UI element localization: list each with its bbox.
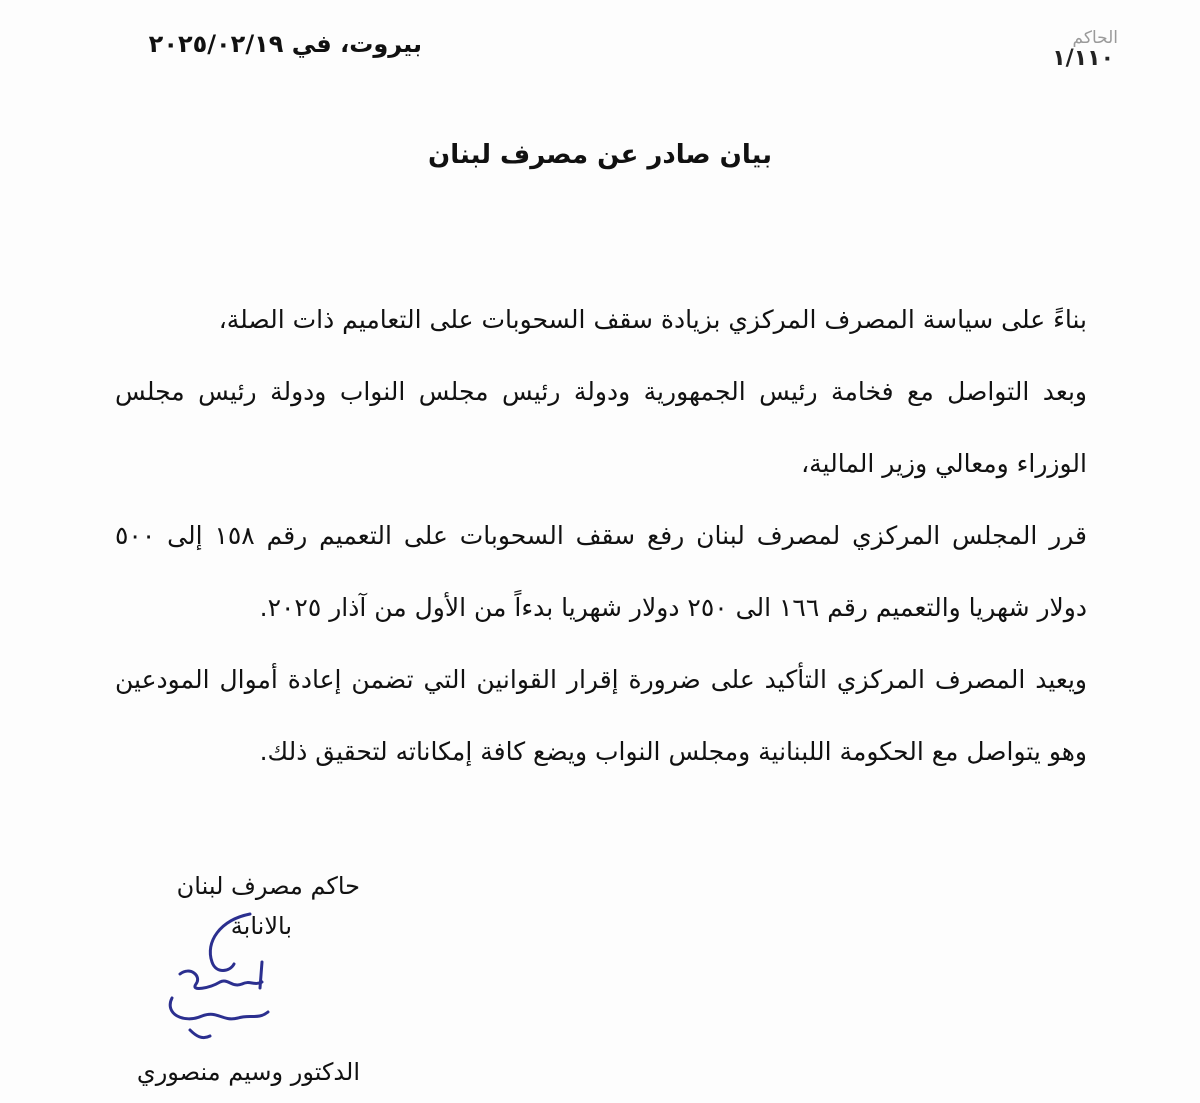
date-line: بيروت، في ٢٠٢٥/٠٢/١٩ [148, 30, 422, 58]
document-title: بيان صادر عن مصرف لبنان [428, 140, 772, 170]
signatory-proxy: بالانابة [230, 912, 292, 940]
signatory-title: حاكم مصرف لبنان [176, 872, 360, 900]
signatory-name: الدكتور وسيم منصوري [136, 1058, 360, 1086]
paragraph-decision: قرر المجلس المركزي لمصرف لبنان رفع سقف السحوبات على التعميم رقم ١٥٨ إلى ٥٠٠ دولار شهريا والتعميم رقم ١٦٦ الى ٢٥٠ دولار شهريا بدءاً من الأول من آذار ٢٠٢٥. [115, 521, 1088, 622]
paragraph-reaffirmation: ويعيد المصرف المركزي التأكيد على ضرورة إقرار القوانين التي تضمن إعادة أموال المودعين وهو يتواصل مع الحكومة اللبنانية ومجلس النواب ويضع كافة إمكاناته لتحقيق ذلك. [115, 665, 1087, 766]
paragraph-basis: بناءً على سياسة المصرف المركزي بزيادة سقف السحوبات على التعاميم ذات الصلة، [218, 305, 1087, 334]
reference-number: ١/١١٠ [1052, 46, 1114, 71]
statement-body [115, 284, 1087, 788]
reference-label: الحاكم [1072, 28, 1118, 48]
paragraph-consultation: وبعد التواصل مع فخامة رئيس الجمهورية ودولة رئيس مجلس النواب ودولة رئيس مجلس الوزراء ومعالي وزير المالية، [115, 377, 1087, 478]
handwritten-signature [150, 902, 290, 1052]
signature-block [60, 872, 360, 1092]
